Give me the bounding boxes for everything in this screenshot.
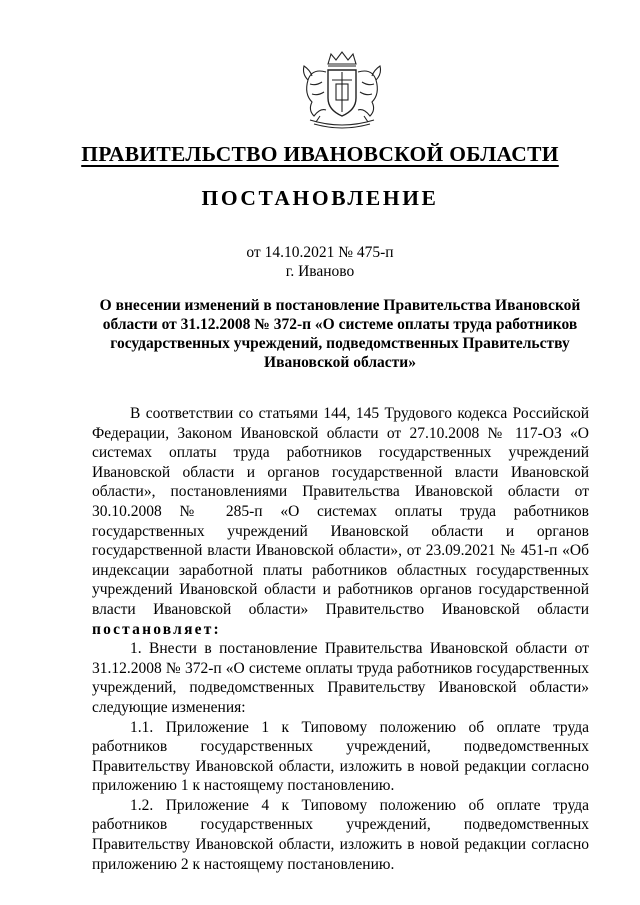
city: г. Иваново bbox=[285, 263, 355, 280]
coat-of-arms-icon bbox=[298, 50, 386, 132]
paragraph-1-1: 1.1. Приложение 1 к Типовому положению об оплате труда работников государственных учреждений, подведомственных Правительству Ивановской области, изложить в новой редакции согласно приложению 1 к настоящему постановлению. bbox=[92, 718, 589, 795]
decree-word: постановляет: bbox=[92, 620, 221, 638]
government-title: ПРАВИТЕЛЬСТВО ИВАНОВСКОЙ ОБЛАСТИ bbox=[81, 142, 559, 166]
date-number: от 14.10.2021 № 475-п bbox=[246, 244, 394, 261]
document-meta bbox=[0, 243, 640, 281]
document-subject: О внесении изменений в постановление Правительства Ивановской области от 31.12.2008 № 372-п «О системе оплаты труда работников государственных учреждений, подведомственных Правительству Ивановской области» bbox=[99, 297, 581, 371]
paragraph-1: 1. Внести в постановление Правительства Ивановской области от 31.12.2008 № 372-п «О системе оплаты труда работников государственных учреждений, подведомственных Правительству Ивановской области» следующие изменения: bbox=[92, 640, 589, 716]
preamble-text: В соответствии со статьями 144, 145 Трудового кодекса Российской Федерации, Законом Ивановской области от 27.10.2008 № 117-ОЗ «О системах оплаты труда работников государственных учреждений Ивановской области и органов государственной власти Ивановской области», постановлениями Правительства Ивановской области от 30.10.2008 № 285-п «О системах оплаты труда работников государственных учреждений Ивановской области и органов государственной власти Ивановской области», от 23.09.2021 № 451-п «Об индексации заработной платы работников областных государственных учреждений Ивановской области и работников органов государственной власти Ивановской области» Правительство Ивановской области bbox=[92, 405, 589, 618]
paragraph-preamble bbox=[92, 404, 589, 639]
document-body bbox=[92, 404, 589, 874]
document-type: ПОСТАНОВЛЕНИЕ bbox=[201, 186, 439, 210]
paragraph-1-2: 1.2. Приложение 4 к Типовому положению об оплате труда работников государственных учреждений, подведомственных Правительству Ивановской области, изложить в новой редакции согласно приложению 2 к настоящему постановлению. bbox=[92, 796, 589, 873]
